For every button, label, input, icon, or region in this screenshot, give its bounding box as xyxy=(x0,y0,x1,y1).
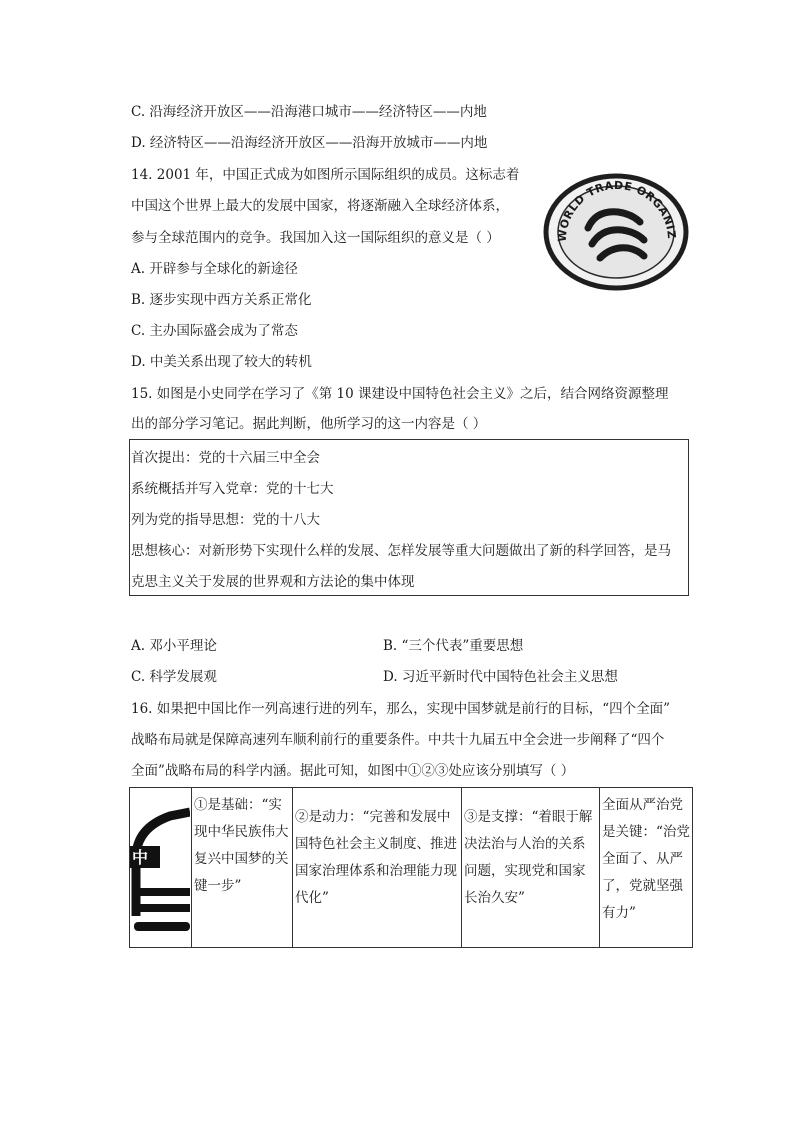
four-comprehensives-table xyxy=(129,787,693,948)
wto-logo-text: WORLD TRADE ORGANIZ xyxy=(555,178,679,243)
q14-option-a: A. 开辟参与全球化的新途径 xyxy=(131,261,298,277)
note-line: 思想核心：对新形势下实现什么样的发展、怎样发展等重大问题做出了新的科学回答，是马 xyxy=(131,543,671,559)
q13-option-d: D. 经济特区——沿海经济开放区——沿海开放城市——内地 xyxy=(131,135,488,151)
train-logo-icon xyxy=(130,788,190,943)
q15-stem-line2: 出的部分学习笔记。据此判断，他所学习的这一内容是（ ） xyxy=(131,416,487,432)
study-notes-box xyxy=(129,439,689,596)
note-line: 首次提出：党的十六届三中全会 xyxy=(131,450,320,466)
q14-option-d: D. 中美关系出现了较大的转机 xyxy=(131,354,312,370)
cell-key: 全面从严治党是关键：“治党全面了、从严了，党就坚强有力” xyxy=(600,788,693,948)
q14-option-b: B. 逐步实现中西方关系正常化 xyxy=(131,292,312,308)
train-logo-char: 中 xyxy=(132,848,149,867)
cell-support: ③是支撑：“着眼于解决法治与人治的关系问题，实现党和国家长治久安” xyxy=(462,788,600,948)
note-line: 系统概括并写入党章：党的十七大 xyxy=(131,481,334,497)
q16-stem-line2: 战略布局就是保障高速列车顺利前行的重要条件。中共十九届五中全会进一步阐释了“四个 xyxy=(131,732,665,748)
q13-option-c: C. 沿海经济开放区——沿海港口城市——经济特区——内地 xyxy=(131,104,487,120)
q16-stem-line3: 全面”战略布局的科学内涵。据此可知，如图中①②③处应该分别填写（ ） xyxy=(131,763,575,779)
q14-stem-line2: 中国这个世界上最大的发展中国家，将逐渐融入全球经济体系， xyxy=(131,198,509,214)
q15-stem-line1: 15. 如图是小史同学在学习了《第 10 课建设中国特色社会主义》之后，结合网络资源整理 xyxy=(131,386,669,402)
train-logo-cell xyxy=(130,788,192,948)
wto-logo-image xyxy=(536,162,692,292)
q16-stem-line1: 16. 如果把中国比作一列高速行进的列车，那么，实现中国梦就是前行的目标，“四个全面” xyxy=(131,701,671,717)
q15-option-d: D. 习近平新时代中国特色社会主义思想 xyxy=(383,669,618,685)
q15-option-a: A. 邓小平理论 xyxy=(131,638,217,654)
q14-stem-line1: 14. 2001 年，中国正式成为如图所示国际组织的成员。这标志着 xyxy=(131,167,520,183)
note-line: 列为党的指导思想：党的十八大 xyxy=(131,512,320,528)
cell-driving-force: ②是动力：“完善和发展中国特色社会主义制度、推进国家治理体系和治理能力现代化” xyxy=(293,788,462,948)
note-line: 克思主义关于发展的世界观和方法论的集中体现 xyxy=(131,574,415,590)
q15-option-b: B. “三个代表”重要思想 xyxy=(383,638,524,654)
q14-stem-line3: 参与全球范围内的竞争。我国加入这一国际组织的意义是（ ） xyxy=(131,230,500,246)
q14-option-c: C. 主办国际盛会成为了常态 xyxy=(131,323,298,339)
cell-foundation: ①是基础：“实现中华民族伟大复兴中国梦的关键一步” xyxy=(192,788,293,948)
q15-option-c: C. 科学发展观 xyxy=(131,669,217,685)
